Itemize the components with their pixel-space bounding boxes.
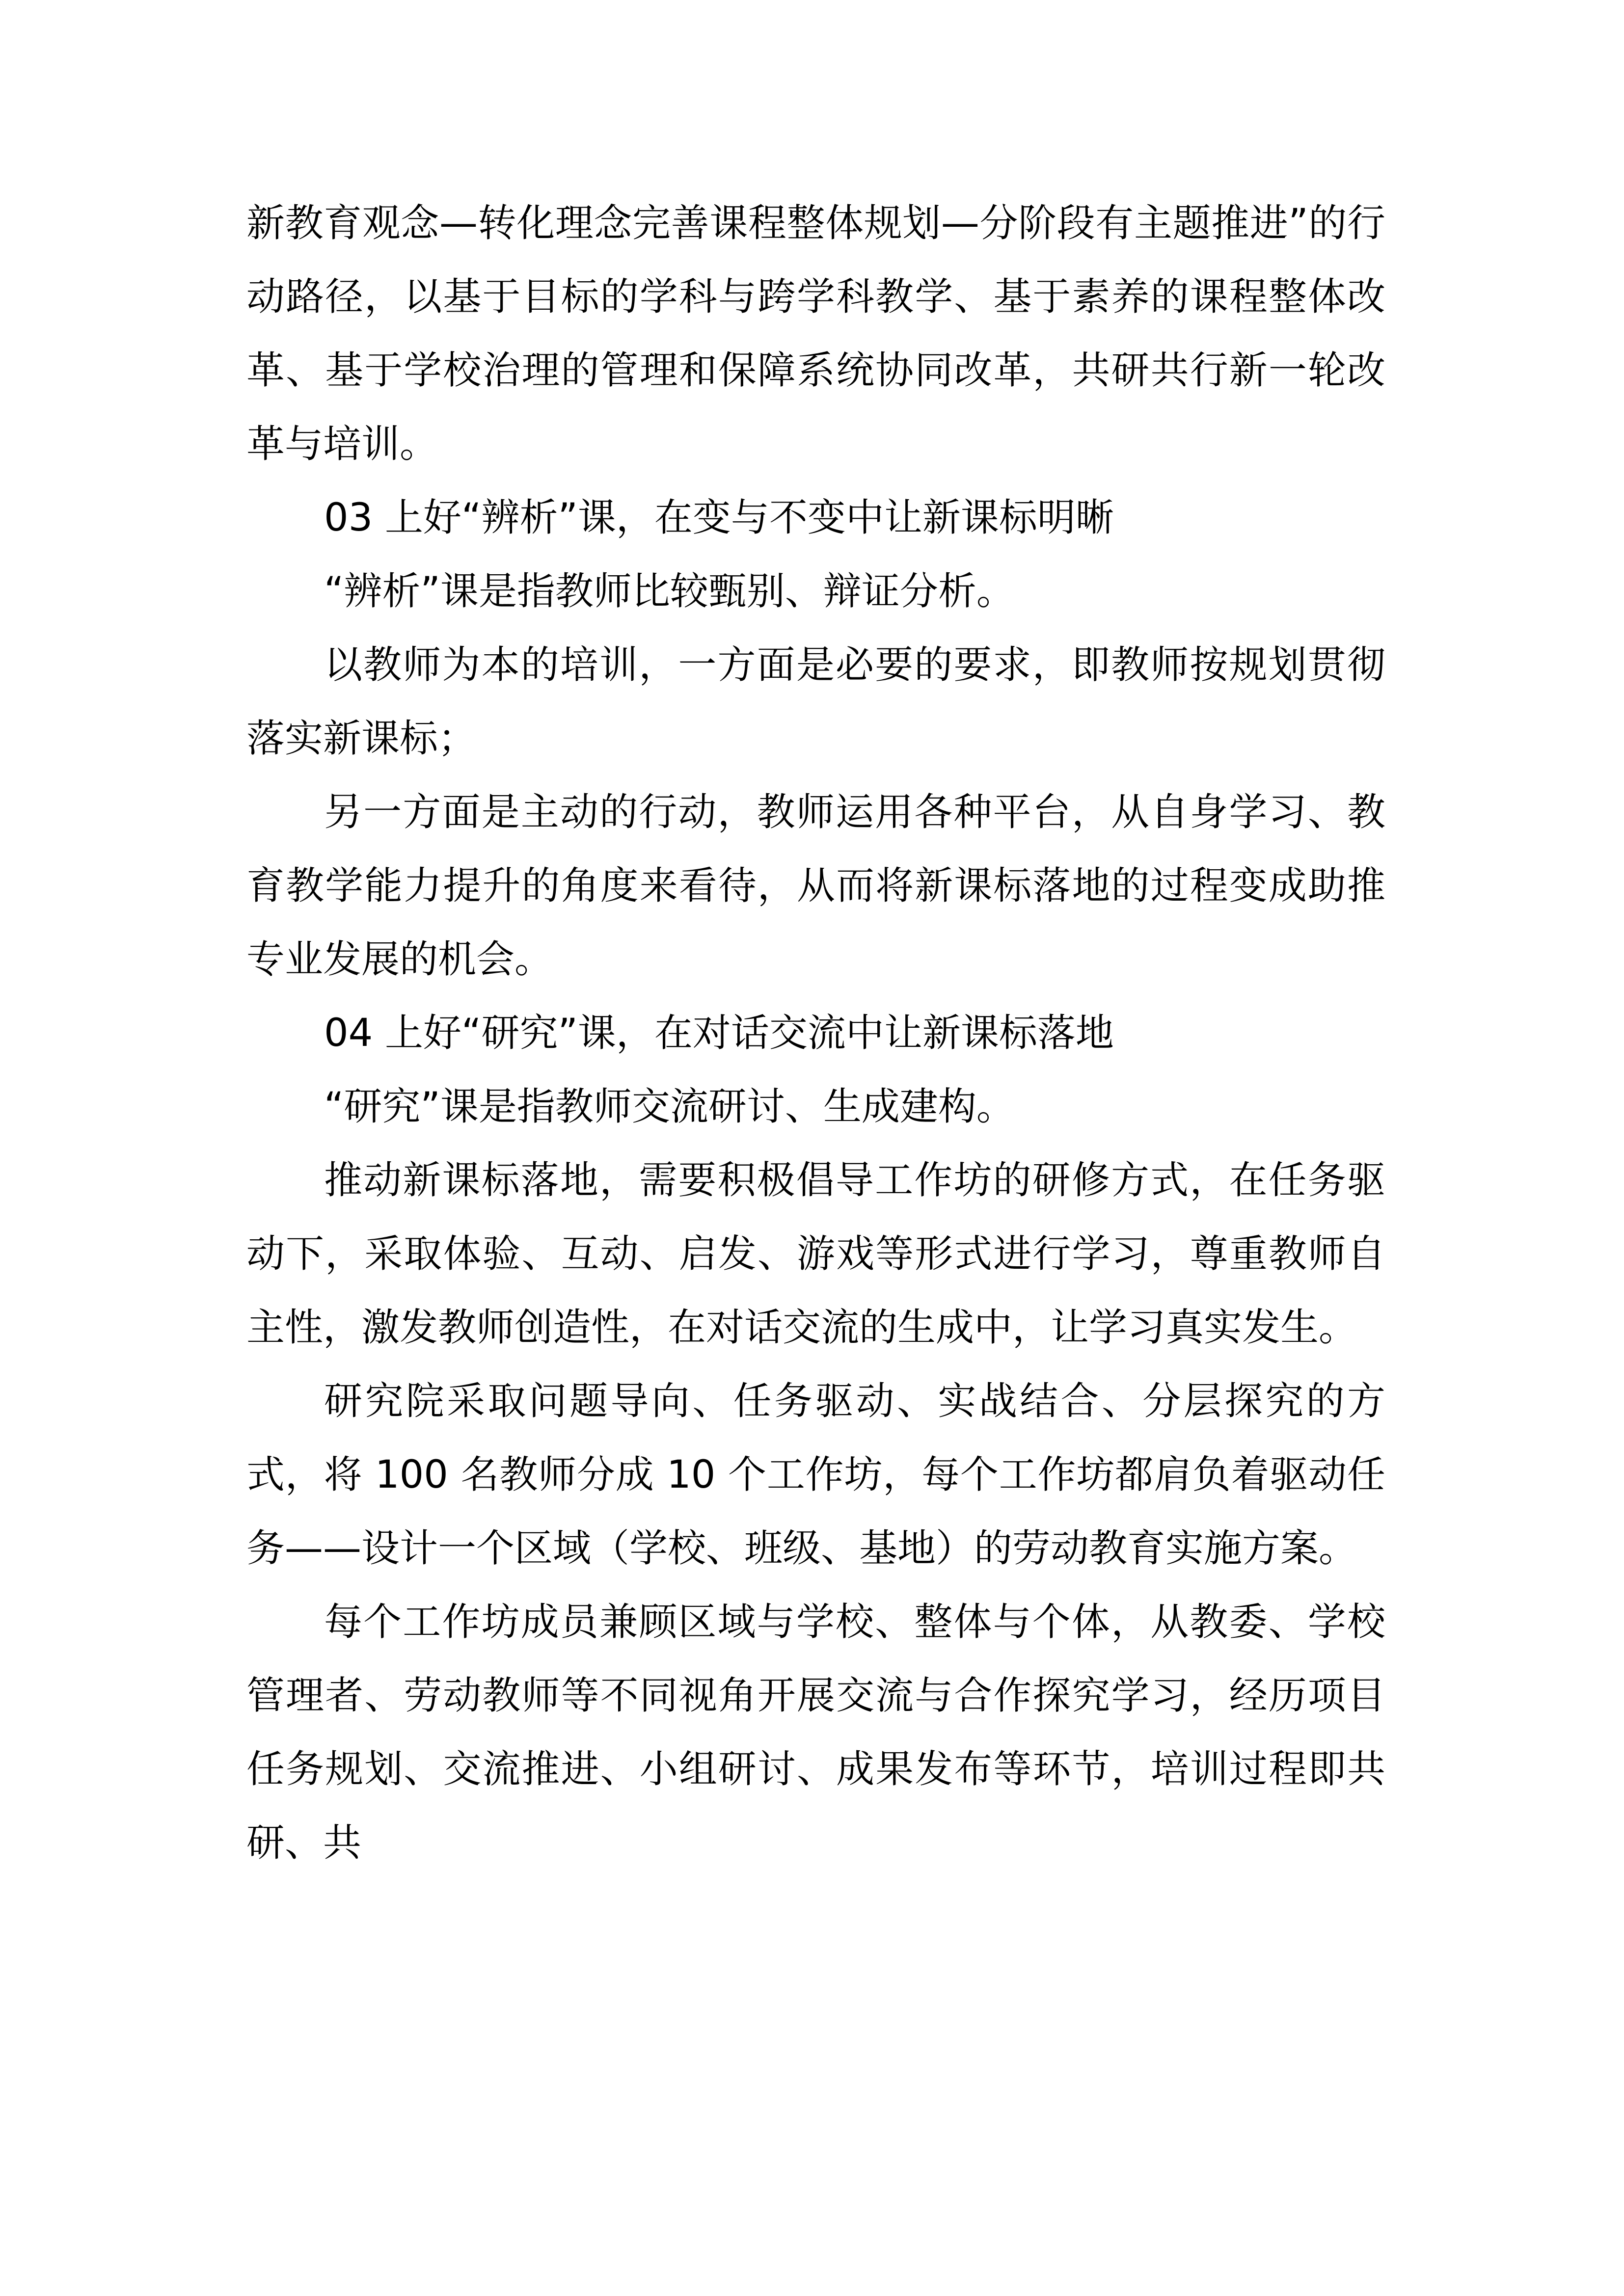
- section-heading-03: 03 上好“辨析”课，在变与不变中让新课标明晰: [324, 496, 1114, 540]
- paragraph-active-action: 另一方面是主动的行动，教师运用各种平台，从自身学习、教育教学能力提升的角度来看待，从而将新课标落地的过程变成助推专业发展的机会。: [246, 790, 1385, 982]
- paragraph-bianxi-definition: “辨析”课是指教师比较甄别、辩证分析。: [324, 569, 1015, 614]
- paragraph-yanjiu-definition: “研究”课是指教师交流研讨、生成建构。: [324, 1085, 1015, 1129]
- paragraph-institute-approach: 研究院采取问题导向、任务驱动、实战结合、分层探究的方式，将 100 名教师分成 10 个工作坊，每个工作坊都肩负着驱动任务——设计一个区域（学校、班级、基地）的劳动教育实施方案。: [246, 1379, 1385, 1571]
- paragraph-workshop-method: 推动新课标落地，需要积极倡导工作坊的研修方式，在任务驱动下，采取体验、互动、启发、游戏等形式进行学习，尊重教师自主性，激发教师创造性，在对话交流的生成中，让学习真实发生。: [246, 1158, 1385, 1350]
- paragraph-continued: 新教育观念—转化理念完善课程整体规划—分阶段有主题推进”的行动路径，以基于目标的学科与跨学科教学、基于素养的课程整体改革、基于学校治理的管理和保障系统协同改革，共研共行新一轮改革与培训。: [246, 201, 1385, 466]
- paragraph-teacher-training: 以教师为本的培训，一方面是必要的要求，即教师按规划贯彻落实新课标；: [246, 643, 1385, 761]
- section-heading-04: 04 上好“研究”课，在对话交流中让新课标落地: [324, 1011, 1114, 1055]
- body-text: [246, 187, 1385, 1880]
- paragraph-workshop-members: 每个工作坊成员兼顾区域与学校、整体与个体，从教委、学校管理者、劳动教师等不同视角开展交流与合作探究学习，经历项目任务规划、交流推进、小组研讨、成果发布等环节，培训过程即共研、共: [246, 1600, 1385, 1865]
